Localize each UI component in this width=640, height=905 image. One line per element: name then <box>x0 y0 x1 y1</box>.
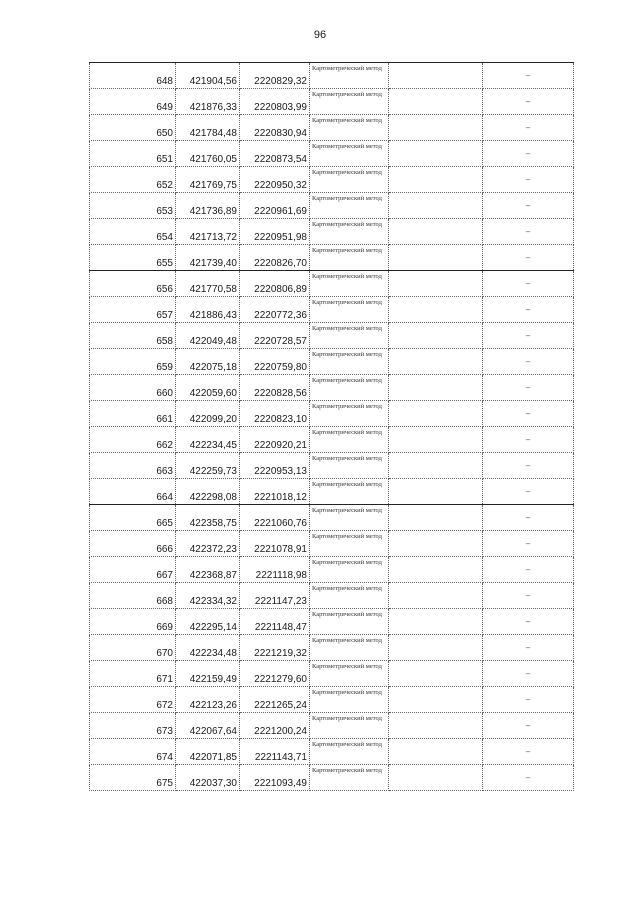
dash-cell: – <box>483 349 574 375</box>
method-cell: Картометрический метод <box>310 115 389 141</box>
dash-cell: – <box>483 219 574 245</box>
x-coordinate-cell: 421904,56 <box>176 63 240 89</box>
empty-cell <box>389 479 483 505</box>
x-coordinate-cell: 422368,87 <box>176 557 240 583</box>
table-row <box>90 427 574 453</box>
table-row <box>90 349 574 375</box>
method-cell: Картометрический метод <box>310 479 389 505</box>
table-row <box>90 687 574 713</box>
y-coordinate-cell: 2220961,69 <box>240 193 310 219</box>
table-row <box>90 531 574 557</box>
point-number-cell: 672 <box>90 687 176 713</box>
x-coordinate-cell: 421784,48 <box>176 115 240 141</box>
table-row <box>90 245 574 271</box>
point-number-cell: 651 <box>90 141 176 167</box>
x-coordinate-cell: 422358,75 <box>176 505 240 531</box>
dash-cell: – <box>483 245 574 271</box>
dash-cell: – <box>483 661 574 687</box>
empty-cell <box>389 115 483 141</box>
y-coordinate-cell: 2221060,76 <box>240 505 310 531</box>
point-number-cell: 667 <box>90 557 176 583</box>
method-cell: Картометрический метод <box>310 609 389 635</box>
table-row <box>90 89 574 115</box>
dash-cell: – <box>483 271 574 297</box>
point-number-cell: 656 <box>90 271 176 297</box>
y-coordinate-cell: 2221147,23 <box>240 583 310 609</box>
x-coordinate-cell: 422334,32 <box>176 583 240 609</box>
dash-cell: – <box>483 531 574 557</box>
dash-cell: – <box>483 427 574 453</box>
table-row <box>90 167 574 193</box>
method-cell: Картометрический метод <box>310 141 389 167</box>
empty-cell <box>389 635 483 661</box>
point-number-cell: 655 <box>90 245 176 271</box>
x-coordinate-cell: 421713,72 <box>176 219 240 245</box>
method-cell: Картометрический метод <box>310 89 389 115</box>
x-coordinate-cell: 422298,08 <box>176 479 240 505</box>
empty-cell <box>389 765 483 791</box>
y-coordinate-cell: 2221093,49 <box>240 765 310 791</box>
x-coordinate-cell: 422037,30 <box>176 765 240 791</box>
y-coordinate-cell: 2220803,99 <box>240 89 310 115</box>
dash-cell: – <box>483 297 574 323</box>
y-coordinate-cell: 2221265,24 <box>240 687 310 713</box>
x-coordinate-cell: 422075,18 <box>176 349 240 375</box>
table-row <box>90 505 574 531</box>
point-number-cell: 674 <box>90 739 176 765</box>
table-row <box>90 479 574 505</box>
point-number-cell: 658 <box>90 323 176 349</box>
point-number-cell: 668 <box>90 583 176 609</box>
y-coordinate-cell: 2220772,36 <box>240 297 310 323</box>
empty-cell <box>389 687 483 713</box>
method-cell: Картометрический метод <box>310 427 389 453</box>
x-coordinate-cell: 422259,73 <box>176 453 240 479</box>
point-number-cell: 664 <box>90 479 176 505</box>
y-coordinate-cell: 2220920,21 <box>240 427 310 453</box>
empty-cell <box>389 141 483 167</box>
dash-cell: – <box>483 63 574 89</box>
dash-cell: – <box>483 401 574 427</box>
x-coordinate-cell: 421739,40 <box>176 245 240 271</box>
x-coordinate-cell: 422123,26 <box>176 687 240 713</box>
y-coordinate-cell: 2220823,10 <box>240 401 310 427</box>
point-number-cell: 675 <box>90 765 176 791</box>
x-coordinate-cell: 421736,89 <box>176 193 240 219</box>
empty-cell <box>389 427 483 453</box>
point-number-cell: 660 <box>90 375 176 401</box>
method-cell: Картометрический метод <box>310 401 389 427</box>
dash-cell: – <box>483 557 574 583</box>
method-cell: Картометрический метод <box>310 63 389 89</box>
dash-cell: – <box>483 583 574 609</box>
dash-cell: – <box>483 141 574 167</box>
dash-cell: – <box>483 609 574 635</box>
x-coordinate-cell: 422049,48 <box>176 323 240 349</box>
table-row <box>90 739 574 765</box>
y-coordinate-cell: 2220759,80 <box>240 349 310 375</box>
point-number-cell: 669 <box>90 609 176 635</box>
dash-cell: – <box>483 479 574 505</box>
y-coordinate-cell: 2220951,98 <box>240 219 310 245</box>
x-coordinate-cell: 422234,45 <box>176 427 240 453</box>
point-number-cell: 648 <box>90 63 176 89</box>
dash-cell: – <box>483 115 574 141</box>
empty-cell <box>389 739 483 765</box>
dash-cell: – <box>483 453 574 479</box>
empty-cell <box>389 661 483 687</box>
empty-cell <box>389 609 483 635</box>
y-coordinate-cell: 2220728,57 <box>240 323 310 349</box>
y-coordinate-cell: 2220829,32 <box>240 63 310 89</box>
coordinates-table <box>89 62 574 791</box>
method-cell: Картометрический метод <box>310 453 389 479</box>
method-cell: Картометрический метод <box>310 271 389 297</box>
x-coordinate-cell: 422059,60 <box>176 375 240 401</box>
table-row <box>90 115 574 141</box>
empty-cell <box>389 245 483 271</box>
empty-cell <box>389 713 483 739</box>
point-number-cell: 670 <box>90 635 176 661</box>
table-row <box>90 323 574 349</box>
point-number-cell: 649 <box>90 89 176 115</box>
method-cell: Картометрический метод <box>310 583 389 609</box>
x-coordinate-cell: 422372,23 <box>176 531 240 557</box>
y-coordinate-cell: 2220830,94 <box>240 115 310 141</box>
method-cell: Картометрический метод <box>310 245 389 271</box>
method-cell: Картометрический метод <box>310 661 389 687</box>
empty-cell <box>389 271 483 297</box>
table-row <box>90 661 574 687</box>
method-cell: Картометрический метод <box>310 635 389 661</box>
empty-cell <box>389 219 483 245</box>
table-row <box>90 141 574 167</box>
empty-cell <box>389 375 483 401</box>
y-coordinate-cell: 2220828,56 <box>240 375 310 401</box>
table-row <box>90 193 574 219</box>
point-number-cell: 661 <box>90 401 176 427</box>
table-row <box>90 297 574 323</box>
method-cell: Картометрический метод <box>310 375 389 401</box>
table-row <box>90 557 574 583</box>
y-coordinate-cell: 2220950,32 <box>240 167 310 193</box>
table-row <box>90 583 574 609</box>
dash-cell: – <box>483 89 574 115</box>
x-coordinate-cell: 422071,85 <box>176 739 240 765</box>
x-coordinate-cell: 422295,14 <box>176 609 240 635</box>
dash-cell: – <box>483 635 574 661</box>
point-number-cell: 666 <box>90 531 176 557</box>
empty-cell <box>389 63 483 89</box>
empty-cell <box>389 505 483 531</box>
y-coordinate-cell: 2221200,24 <box>240 713 310 739</box>
x-coordinate-cell: 421760,05 <box>176 141 240 167</box>
table-row <box>90 375 574 401</box>
point-number-cell: 665 <box>90 505 176 531</box>
method-cell: Картометрический метод <box>310 739 389 765</box>
table-row <box>90 765 574 791</box>
point-number-cell: 671 <box>90 661 176 687</box>
table-row <box>90 635 574 661</box>
point-number-cell: 662 <box>90 427 176 453</box>
y-coordinate-cell: 2221143,71 <box>240 739 310 765</box>
x-coordinate-cell: 421876,33 <box>176 89 240 115</box>
dash-cell: – <box>483 505 574 531</box>
y-coordinate-cell: 2221018,12 <box>240 479 310 505</box>
method-cell: Картометрический метод <box>310 193 389 219</box>
method-cell: Картометрический метод <box>310 297 389 323</box>
x-coordinate-cell: 422159,49 <box>176 661 240 687</box>
x-coordinate-cell: 421770,58 <box>176 271 240 297</box>
method-cell: Картометрический метод <box>310 167 389 193</box>
table-row <box>90 401 574 427</box>
dash-cell: – <box>483 323 574 349</box>
x-coordinate-cell: 421769,75 <box>176 167 240 193</box>
empty-cell <box>389 89 483 115</box>
method-cell: Картометрический метод <box>310 557 389 583</box>
empty-cell <box>389 323 483 349</box>
x-coordinate-cell: 421886,43 <box>176 297 240 323</box>
empty-cell <box>389 167 483 193</box>
point-number-cell: 663 <box>90 453 176 479</box>
y-coordinate-cell: 2220953,13 <box>240 453 310 479</box>
dash-cell: – <box>483 167 574 193</box>
page-number: 96 <box>313 29 327 41</box>
dash-cell: – <box>483 193 574 219</box>
empty-cell <box>389 453 483 479</box>
x-coordinate-cell: 422234,48 <box>176 635 240 661</box>
table-row <box>90 219 574 245</box>
y-coordinate-cell: 2220806,89 <box>240 271 310 297</box>
empty-cell <box>389 583 483 609</box>
table-row <box>90 713 574 739</box>
y-coordinate-cell: 2220873,54 <box>240 141 310 167</box>
empty-cell <box>389 349 483 375</box>
y-coordinate-cell: 2221219,32 <box>240 635 310 661</box>
point-number-cell: 654 <box>90 219 176 245</box>
method-cell: Картометрический метод <box>310 219 389 245</box>
point-number-cell: 659 <box>90 349 176 375</box>
y-coordinate-cell: 2220826,70 <box>240 245 310 271</box>
point-number-cell: 652 <box>90 167 176 193</box>
method-cell: Картометрический метод <box>310 713 389 739</box>
coordinates-table-body <box>90 63 574 791</box>
y-coordinate-cell: 2221078,91 <box>240 531 310 557</box>
dash-cell: – <box>483 713 574 739</box>
y-coordinate-cell: 2221118,98 <box>240 557 310 583</box>
empty-cell <box>389 401 483 427</box>
y-coordinate-cell: 2221279,60 <box>240 661 310 687</box>
point-number-cell: 657 <box>90 297 176 323</box>
method-cell: Картометрический метод <box>310 531 389 557</box>
dash-cell: – <box>483 739 574 765</box>
method-cell: Картометрический метод <box>310 765 389 791</box>
empty-cell <box>389 531 483 557</box>
dash-cell: – <box>483 765 574 791</box>
dash-cell: – <box>483 687 574 713</box>
method-cell: Картометрический метод <box>310 687 389 713</box>
table-row <box>90 63 574 89</box>
empty-cell <box>389 297 483 323</box>
y-coordinate-cell: 2221148,47 <box>240 609 310 635</box>
method-cell: Картометрический метод <box>310 349 389 375</box>
method-cell: Картометрический метод <box>310 323 389 349</box>
point-number-cell: 653 <box>90 193 176 219</box>
empty-cell <box>389 557 483 583</box>
dash-cell: – <box>483 375 574 401</box>
method-cell: Картометрический метод <box>310 505 389 531</box>
empty-cell <box>389 193 483 219</box>
table-row <box>90 609 574 635</box>
point-number-cell: 673 <box>90 713 176 739</box>
x-coordinate-cell: 422099,20 <box>176 401 240 427</box>
table-row <box>90 453 574 479</box>
point-number-cell: 650 <box>90 115 176 141</box>
table-row <box>90 271 574 297</box>
x-coordinate-cell: 422067,64 <box>176 713 240 739</box>
